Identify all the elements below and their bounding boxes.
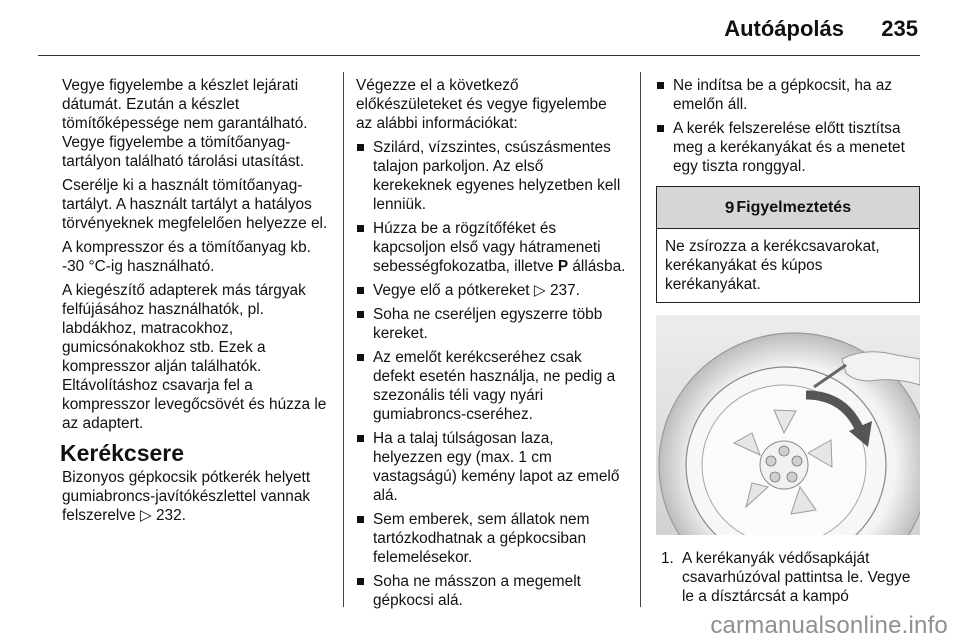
list-item-text: Soha ne másszon a megemelt gépkocsi alá.: [373, 573, 581, 609]
list-item: [356, 510, 626, 567]
step-item: [656, 549, 920, 606]
square-bullet-icon: [357, 578, 364, 585]
list-item-text: A kerék felszerelése előtt tisztítsa meg a kerékanyákat és a menetet egy tiszta ronggyal.: [673, 120, 905, 175]
list-item: [656, 119, 920, 176]
triangle-reference-icon: ▷: [533, 282, 546, 299]
column-divider-1: [343, 72, 344, 607]
warning-text: Ne zsírozza a kerékcsavarokat, kerékanyákat és kúpos kerékanyákat.: [665, 238, 880, 293]
column-divider-2: [640, 72, 641, 607]
procedure-steps: [656, 549, 920, 606]
list-item: [356, 281, 626, 300]
warning-box: [656, 186, 920, 303]
triangle-reference-icon: ▷: [139, 507, 152, 524]
list-item-text-end: állásba.: [568, 258, 626, 275]
list-item-text: Vegye elő a pótkereket: [373, 282, 534, 299]
paragraph: A kompresszor és a tömítőanyag kb. -30 °C-ig használható.: [62, 239, 311, 275]
step-text: A kerékanyák védősapkáját csavarhúzóval pattintsa le. Vegye le a dísztárcsát a kampó: [682, 550, 911, 605]
list-item-text: Ha a talaj túlságosan laza, helyezzen egy (max. 1 cm vastagságú) kemény lapot az emelő alá.: [373, 430, 620, 504]
square-bullet-icon: [657, 125, 664, 132]
paragraph: Cserélje ki a használt tömítőanyag-tartályt. A használt tartályt a hatályos törvényeknek megfelelően helyezze el.: [62, 177, 328, 232]
square-bullet-icon: [357, 516, 364, 523]
square-bullet-icon: [357, 435, 364, 442]
section-heading: Kerékcsere: [60, 440, 185, 466]
list-item: [356, 572, 626, 610]
square-bullet-icon: [357, 354, 364, 361]
square-bullet-icon: [357, 144, 364, 151]
warning-triangle-icon: 9: [724, 198, 735, 217]
square-bullet-icon: [357, 225, 364, 232]
precaution-list-continued: [656, 76, 920, 176]
wheel-cover-illustration: [656, 315, 920, 535]
list-item-text: Az emelőt kerékcseréhez csak defekt esetén használja, ne pedig a szezonális téli vagy nyári gumiabroncs-cseréhez.: [373, 349, 616, 423]
paragraph: Vegye figyelembe a készlet lejárati dátumát. Ezután a készlet tömítőképessége nem garantálható. Vegye figyelembe a tömítőanyag-tartályon található tárolási utasítást.: [62, 77, 308, 170]
column-left: [62, 76, 330, 530]
page-reference[interactable]: 232: [155, 507, 182, 524]
list-item: [356, 429, 626, 505]
paragraph-text: Bizonyos gépkocsik pótkerék helyett gumiabroncs-javítókészlettel vannak felszerelve: [62, 469, 311, 524]
watermark: carmanualsonline.info: [710, 612, 948, 639]
chapter-title: Autóápolás: [724, 16, 844, 41]
list-item: [356, 138, 626, 214]
list-item-text-end: .: [575, 282, 580, 299]
wheel-illustration-svg: [656, 315, 920, 535]
list-item-text: Szilárd, vízszintes, csúszásmentes talajon parkoljon. Az első kerekeknek egyenes helyzetben kell lenniük.: [373, 139, 621, 213]
square-bullet-icon: [357, 287, 364, 294]
column-middle: [356, 76, 626, 615]
column-right: [656, 76, 920, 606]
list-item: [356, 219, 626, 276]
paragraph-intro: Végezze el a következő előkészületeket és vegye figyelembe az alábbi információkat:: [356, 77, 607, 132]
list-item-text: Húzza be a rögzítőféket és kapcsoljon első vagy hátrameneti sebességfokozatba, illetve: [373, 220, 601, 275]
list-item: [356, 305, 626, 343]
page-header: [0, 16, 960, 56]
warning-title-bar: [657, 187, 919, 229]
list-item: [356, 348, 626, 424]
square-bullet-icon: [657, 82, 664, 89]
step-number: 1.: [661, 550, 674, 567]
paragraph: A kiegészítő adapterek más tárgyak felfújásához használhatók, pl. labdákhoz, matracokhoz, gumicsónakokhoz stb. Ezek a kompresszor alján találhatók. Eltávolításhoz csavarja fel a kompresszor levegőcsövét és húzza le az adaptert.: [62, 282, 327, 432]
paragraph: [62, 468, 330, 525]
square-bullet-icon: [357, 311, 364, 318]
page-number: 235: [881, 16, 918, 41]
paragraph-end: .: [181, 507, 186, 524]
page-reference[interactable]: 237: [549, 282, 576, 299]
header-rule: [38, 55, 920, 56]
list-item: [656, 76, 920, 114]
gear-position-label: P: [557, 258, 569, 275]
list-item-text: Ne indítsa be a gépkocsit, ha az emelőn áll.: [673, 77, 893, 113]
warning-title: Figyelmeztetés: [736, 199, 852, 216]
list-item-text: Sem emberek, sem állatok nem tartózkodhatnak a gépkocsiban felemelésekor.: [373, 511, 590, 566]
precaution-list: [356, 138, 626, 610]
list-item-text: Soha ne cseréljen egyszerre több kereket.: [373, 306, 603, 342]
